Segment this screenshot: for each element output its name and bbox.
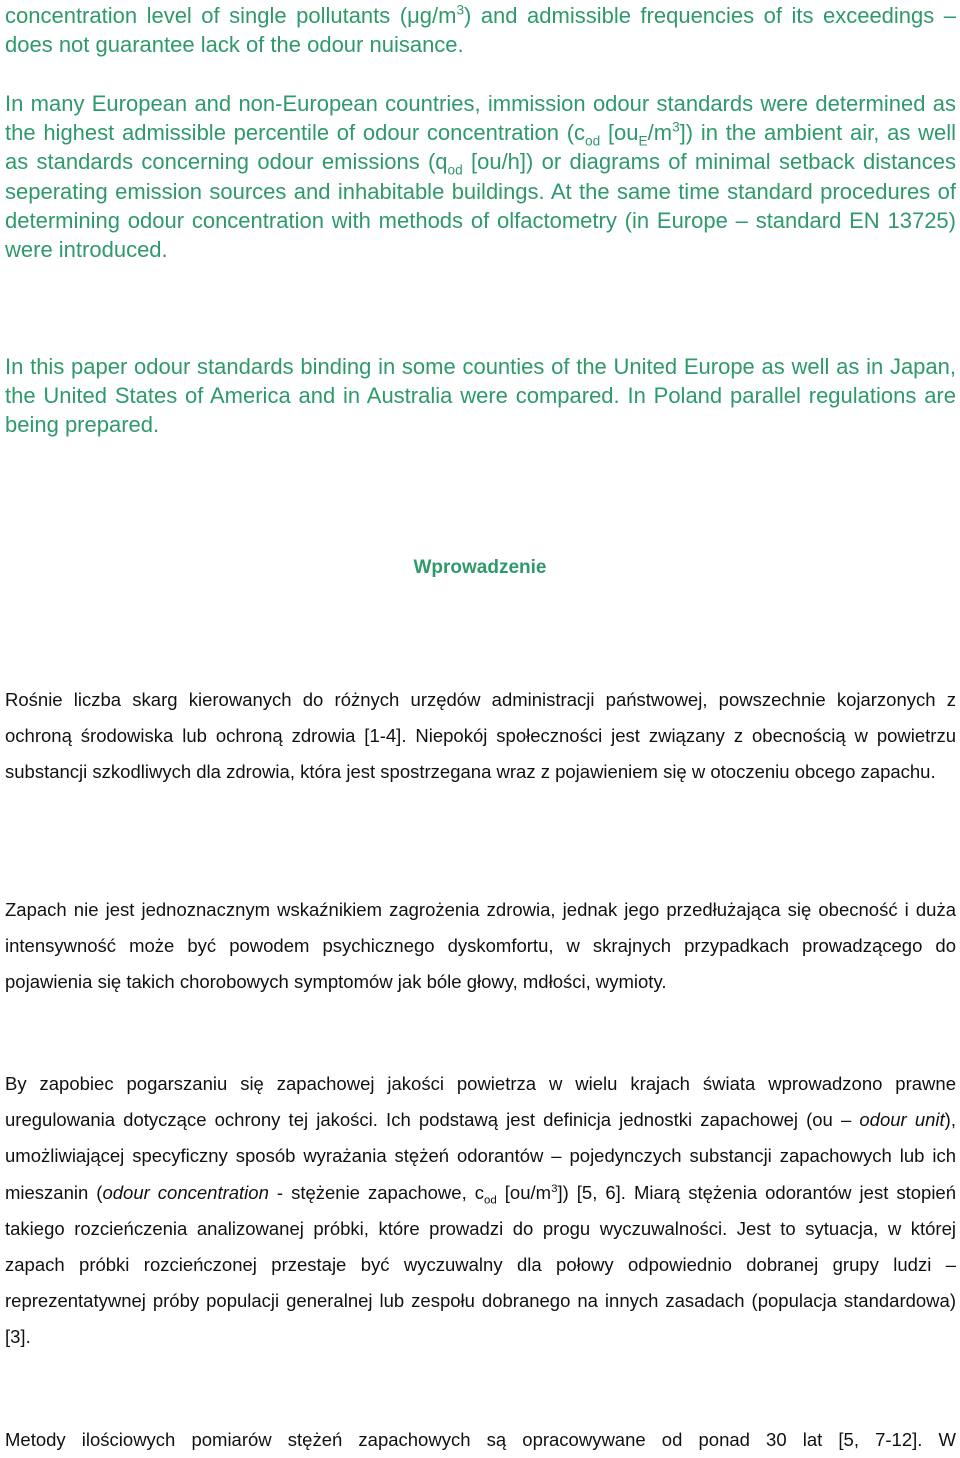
abstract-paragraph-2: In many European and non-European countries, immission odour standards were determined as the highest admissible percentile of odour concentration ($c_{od}$ $[ou_E/m^3]$) in the ambient air, as well as standards concerning odour emissions ($q_{od}$ [ou/h]) or diagrams of minimal setback distances seperating emission sources and inhabitable buildings. At the same time standard procedures of determining odour concentration with methods of olfactometry (in Europe – standard EN 13725) were introduced. xyxy=(5,91,956,263)
abstract-paragraph-3: In this paper odour standards binding in some counties of the United Europe as well as in Japan, the United States of America and in Australia were compared. In Poland parallel regulations are being prepared. xyxy=(5,354,956,438)
abstract-paragraph-1: concentration level of single pollutants $(\mu g/m^3)$ and admissible frequencies of its exceedings – does not guarantee lack of the odour nuisance. xyxy=(5,2,956,58)
body-paragraph-4: Metody ilościowych pomiarów stężeń zapachowych są opracowywane od ponad 30 lat [5, 7-12]. W xyxy=(5,1429,956,1450)
body-paragraph-3: By zapobiec pogarszaniu się zapachowej jakości powietrza w wielu krajach świata wprowadzono prawne uregulowania dotyczące ochrony tej jakości. Ich podstawą jest definicja jednostki zapachowej (ou – odour unit), umożliwiającej specyficzny sposób wyrażania stężeń odorantów – pojedynczych substancji zapachowych lub ich mieszanin (odour concentration - stężenie zapachowe, $c_{od}$ $[ou/m^3]$) [5, 6]. Miarą stężenia odorantów jest stopień takiego rozcieńczenia analizowanej próbki, które prowadzi do progu wyczuwalności. Jest to sytuacja, w której zapach próbki rozcieńczonej przestaje być wyczuwalny dla połowy odpowiednio dobranej grupy ludzi – reprezentatywnej próby populacji generalnej lub zespołu dobranego na innych zasadach (populacja standardowa) [3]. xyxy=(5,1073,957,1348)
body-paragraph-2: Zapach nie jest jednoznacznym wskaźnikiem zagrożenia zdrowia, jednak jego przedłużająca się obecność i duża intensywność może być powodem psychicznego dyskomfortu, w skrajnych przypadkach prowadzącego do pojawienia się takich chorobowych symptomów jak bóle głowy, mdłości, wymioty. xyxy=(5,899,956,993)
section-heading: Wprowadzenie xyxy=(413,557,547,578)
body-paragraph-1: Rośnie liczba skarg kierowanych do różnych urzędów administracji państwowej, powszechnie kojarzonych z ochroną środowiska lub ochroną zdrowia [1-4]. Niepokój społeczności jest związany z obecnością w powietrzu substancji szkodliwych dla zdrowia, która jest spostrzegana wraz z pojawieniem się w otoczeniu obcego zapachu. xyxy=(5,689,956,783)
